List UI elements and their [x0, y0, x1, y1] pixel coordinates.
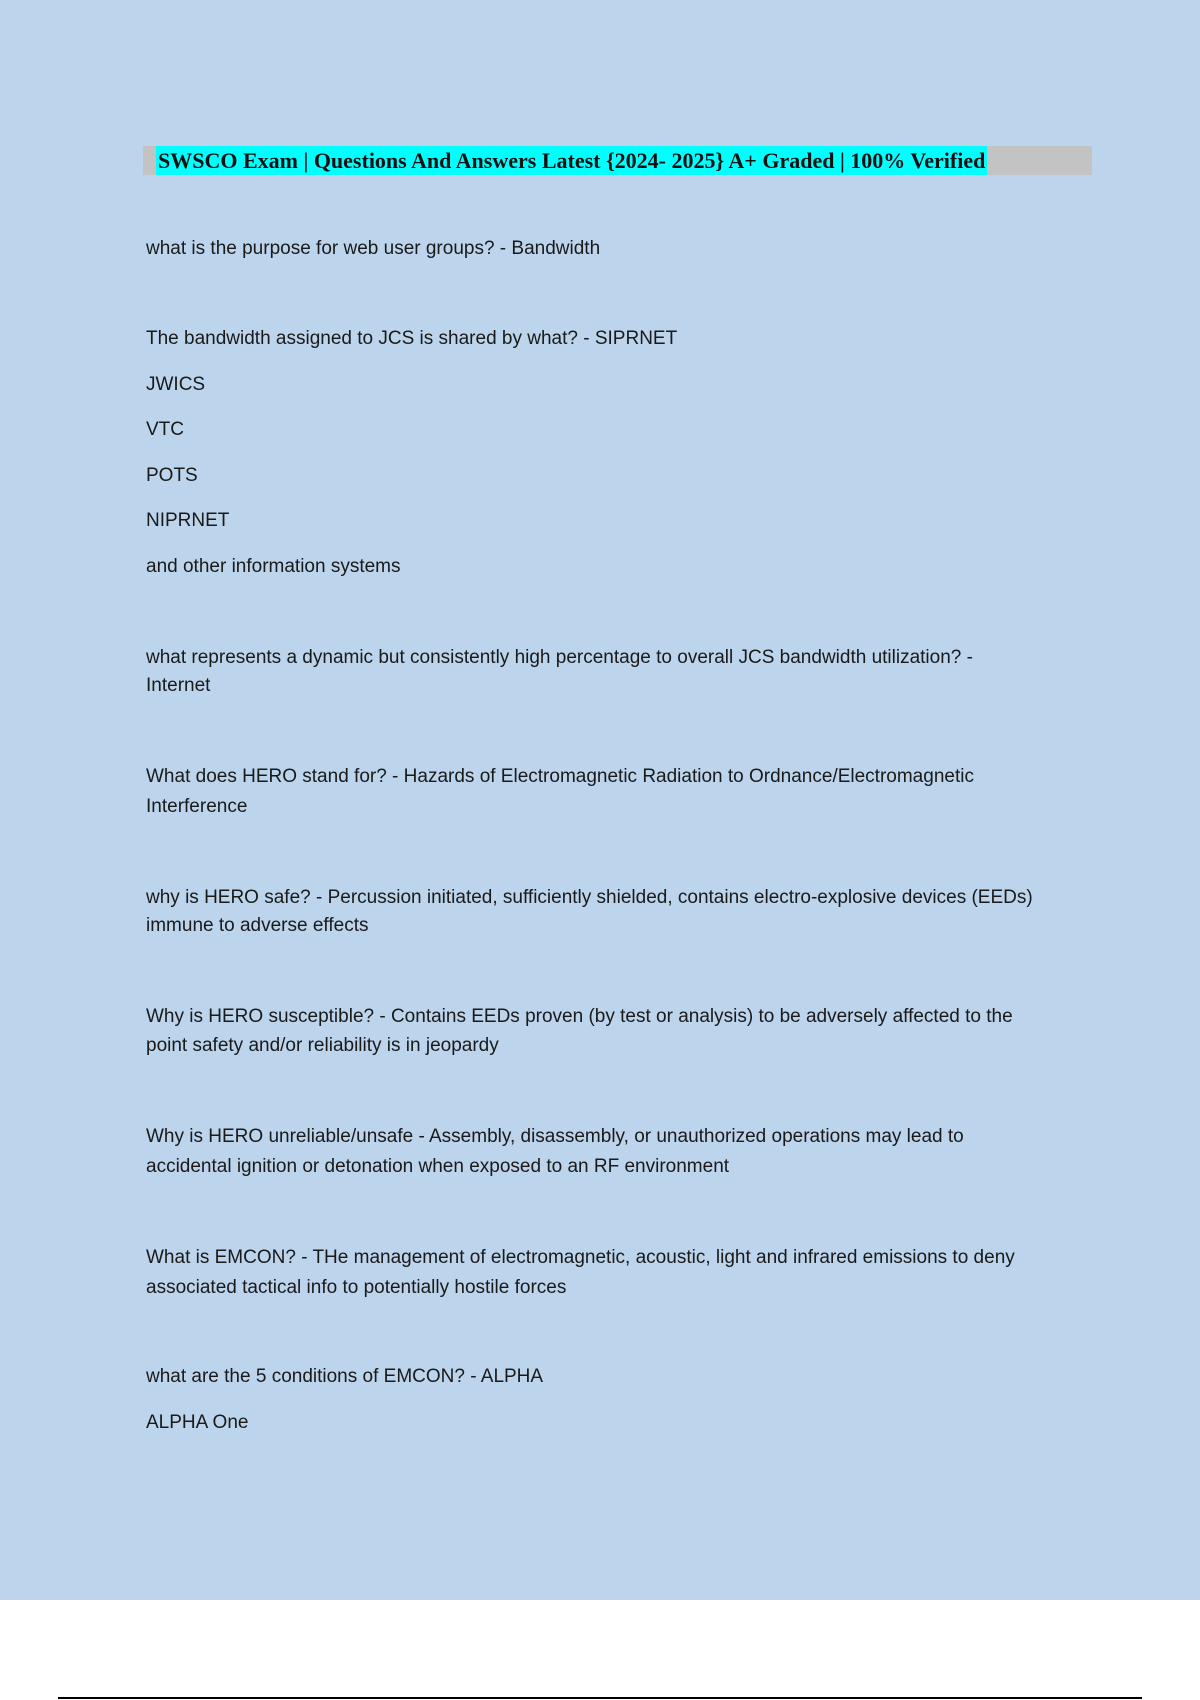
text-line: Internet	[146, 675, 211, 696]
text-line: point safety and/or reliability is in jeopardy	[146, 1035, 499, 1056]
document-title: SWSCO Exam | Questions And Answers Latest {2024- 2025} A+ Graded | 100% Verified	[158, 148, 986, 173]
text-line: JWICS	[146, 374, 206, 395]
text-line: what represents a dynamic but consistently high percentage to overall JCS bandwidth utilization? -	[146, 647, 973, 668]
text-line: associated tactical info to potentially hostile forces	[146, 1277, 567, 1298]
text-line: The bandwidth assigned to JCS is shared by what? - SIPRNET	[146, 328, 678, 349]
text-line: What is EMCON? - THe management of electromagnetic, acoustic, light and infrared emissions to deny	[146, 1247, 1015, 1268]
text-line: immune to adverse effects	[146, 915, 369, 936]
text-line: VTC	[146, 419, 184, 440]
text-line: Why is HERO unreliable/unsafe - Assembly, disassembly, or unauthorized operations may lead to	[146, 1126, 964, 1147]
footer-divider	[58, 1697, 1142, 1699]
text-line: what is the purpose for web user groups? - Bandwidth	[146, 238, 601, 259]
text-line: What does HERO stand for? - Hazards of Electromagnetic Radiation to Ordnance/Electromagnetic	[146, 766, 974, 787]
text-line: NIPRNET	[146, 510, 230, 531]
text-line: Why is HERO susceptible? - Contains EEDs proven (by test or analysis) to be adversely affected to the	[146, 1006, 1013, 1027]
text-line: ALPHA One	[146, 1412, 249, 1433]
text-line: POTS	[146, 465, 198, 486]
text-line: what are the 5 conditions of EMCON? - ALPHA	[146, 1366, 544, 1387]
text-line: and other information systems	[146, 556, 401, 577]
text-line: accidental ignition or detonation when exposed to an RF environment	[146, 1156, 730, 1177]
text-line: Interference	[146, 796, 248, 817]
text-line: why is HERO safe? - Percussion initiated, sufficiently shielded, contains electro-explosive devices (EEDs)	[146, 887, 1033, 908]
